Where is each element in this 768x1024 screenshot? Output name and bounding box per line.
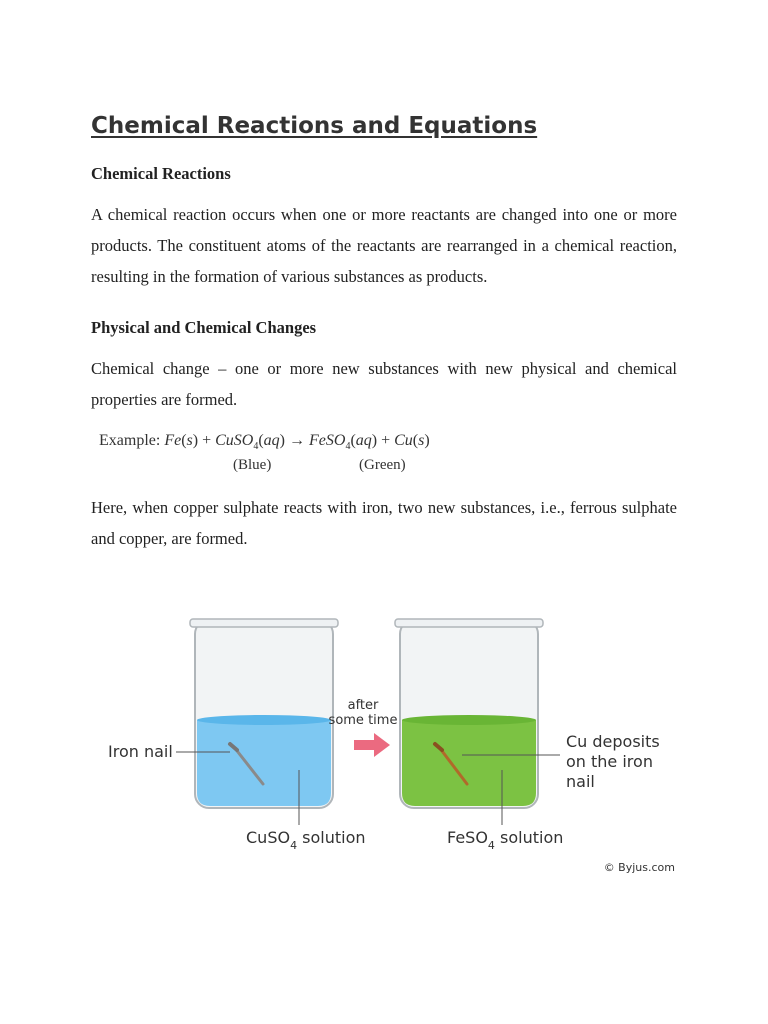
cu-deposits-label-line-1: Cu deposits	[566, 732, 660, 751]
feso4-solution-label: FeSO$_4$ solution	[447, 828, 564, 852]
equation-line: Example: Fe(s) + CuSO$_4$(aq) → FeSO$_4$(aq) + Cu(s)	[99, 432, 430, 453]
arrow-label-some-time: some time	[328, 713, 398, 728]
paragraph-copper-sulphate-reaction: Here, when copper sulphate reacts with iron, two new substances, i.e., ferrous sulphate and copper, are formed.	[91, 498, 677, 548]
feso4-solution	[402, 717, 536, 807]
cuso4-solution-label: CuSO$_4$ solution	[246, 828, 366, 852]
paragraph-chemical-reaction-definition: A chemical reaction occurs when one or more reactants are changed into one or more products. The constituent atoms of the reactants are rearranged in a chemical reaction, resulting in the formation of various substances as products.	[91, 205, 677, 286]
reaction-arrow-icon	[354, 733, 390, 757]
section-heading-physical-chemical-changes: Physical and Chemical Changes	[91, 318, 317, 337]
paragraph-chemical-change: Chemical change – one or more new substances with new physical and chemical properties are formed.	[91, 359, 677, 409]
beaker-reaction-figure	[100, 605, 690, 885]
right-beaker	[395, 619, 543, 808]
cuso4-solution	[197, 717, 331, 807]
cu-deposits-label-line-2: on the iron	[566, 752, 653, 771]
reaction-equation	[99, 428, 519, 480]
equation-green-label: (Green)	[359, 457, 406, 473]
arrow-label-after: after	[347, 698, 379, 713]
equation-blue-label: (Blue)	[233, 457, 272, 473]
cu-deposits-label-line-3: nail	[566, 772, 595, 791]
left-beaker	[190, 619, 338, 808]
page-title: Chemical Reactions and Equations	[91, 113, 538, 139]
section-heading-chemical-reactions: Chemical Reactions	[91, 164, 231, 183]
image-credit: © Byjus.com	[603, 861, 675, 874]
equation-prefix: Example:	[99, 432, 165, 449]
iron-nail-label: Iron nail	[108, 742, 173, 761]
